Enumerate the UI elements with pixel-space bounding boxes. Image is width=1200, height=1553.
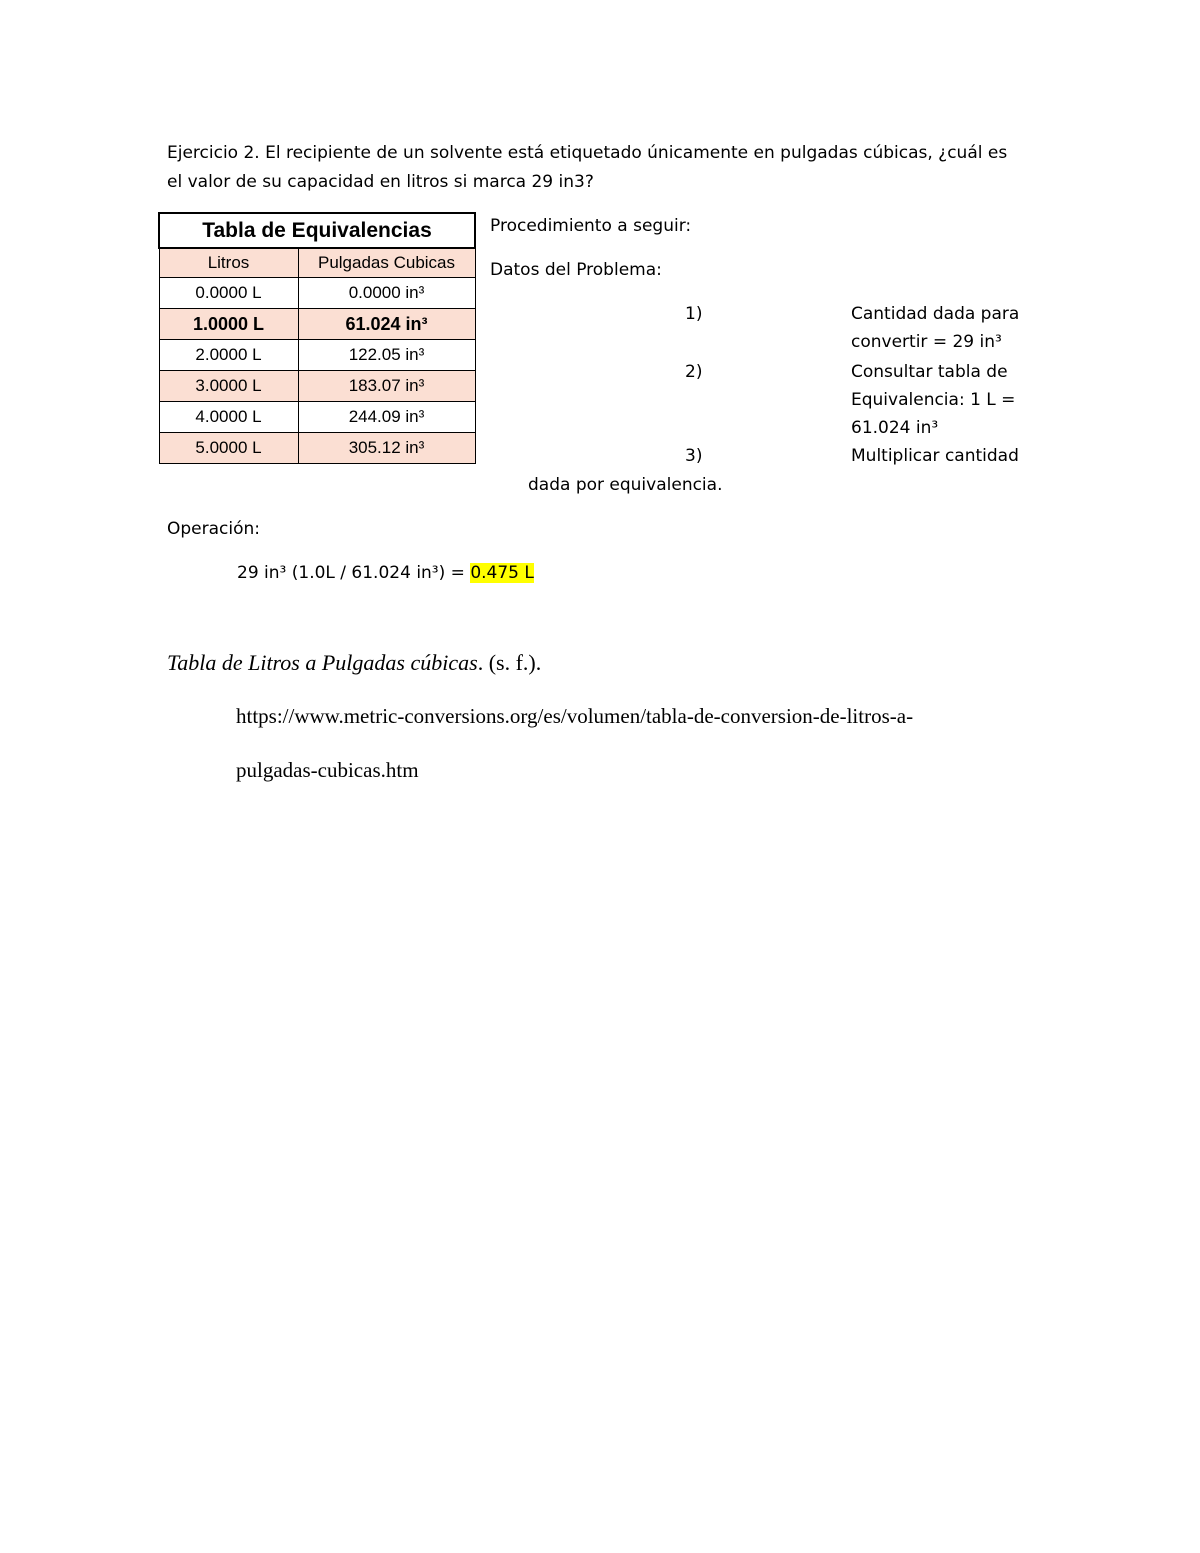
- operation-label: Operación:: [167, 519, 261, 539]
- table-cell: 0.0000 in³: [298, 278, 475, 309]
- table-cell: 3.0000 L: [159, 371, 298, 402]
- table-row: [159, 340, 475, 371]
- reference-citation: [167, 650, 541, 676]
- operation-formula: 29 in³ (1.0L / 61.024 in³) =: [237, 563, 471, 583]
- equivalence-table: [158, 212, 476, 464]
- table-row: [159, 309, 475, 340]
- question-line-2: el valor de su capacidad en litros si marca 29 in3?: [167, 172, 594, 192]
- table-cell: 244.09 in³: [298, 402, 475, 433]
- step-number-2: 2): [685, 362, 703, 382]
- operation-result: 0.475 L: [470, 563, 534, 583]
- table-cell: 5.0000 L: [159, 433, 298, 464]
- reference-suffix: . (s. f.).: [477, 650, 542, 675]
- procedure-heading: Procedimiento a seguir:: [490, 216, 692, 236]
- table-cell: 61.024 in³: [298, 309, 475, 340]
- table-header-pulgadas: Pulgadas Cubicas: [298, 248, 475, 278]
- step-number-3: 3): [685, 446, 703, 466]
- table-cell: 4.0000 L: [159, 402, 298, 433]
- table-cell: 122.05 in³: [298, 340, 475, 371]
- step-2-line-2: Equivalencia: 1 L =: [851, 390, 1016, 410]
- reference-url-line-1: https://www.metric-conversions.org/es/volumen/tabla-de-conversion-de-litros-a-: [236, 704, 914, 728]
- step-2-line-1: Consultar tabla de: [851, 362, 1008, 382]
- step-3-line-1: Multiplicar cantidad: [851, 446, 1019, 466]
- step-number-1: 1): [685, 304, 703, 324]
- table-cell: 0.0000 L: [159, 278, 298, 309]
- reference-title: Tabla de Litros a Pulgadas cúbicas: [167, 650, 478, 675]
- table-cell: 183.07 in³: [298, 371, 475, 402]
- table-cell: 1.0000 L: [159, 309, 298, 340]
- table-row: [159, 433, 475, 464]
- table-cell: 2.0000 L: [159, 340, 298, 371]
- data-heading: Datos del Problema:: [490, 260, 662, 280]
- table-title: Tabla de Equivalencias: [159, 213, 475, 248]
- step-continuation: dada por equivalencia.: [528, 475, 723, 495]
- table-row: [159, 371, 475, 402]
- step-2-line-3: 61.024 in³: [851, 418, 939, 438]
- operation-expression: [237, 563, 534, 583]
- table-header-litros: Litros: [159, 248, 298, 278]
- question-line-1: Ejercicio 2. El recipiente de un solvente está etiquetado únicamente en pulgadas cúbicas, ¿cuál es: [167, 143, 1008, 163]
- table-cell: 305.12 in³: [298, 433, 475, 464]
- table-row: [159, 402, 475, 433]
- step-1-line-1: Cantidad dada para: [851, 304, 1020, 324]
- reference-url-line-2: pulgadas-cubicas.htm: [236, 758, 419, 782]
- step-1-line-2: convertir = 29 in³: [851, 332, 1002, 352]
- table-row: [159, 278, 475, 309]
